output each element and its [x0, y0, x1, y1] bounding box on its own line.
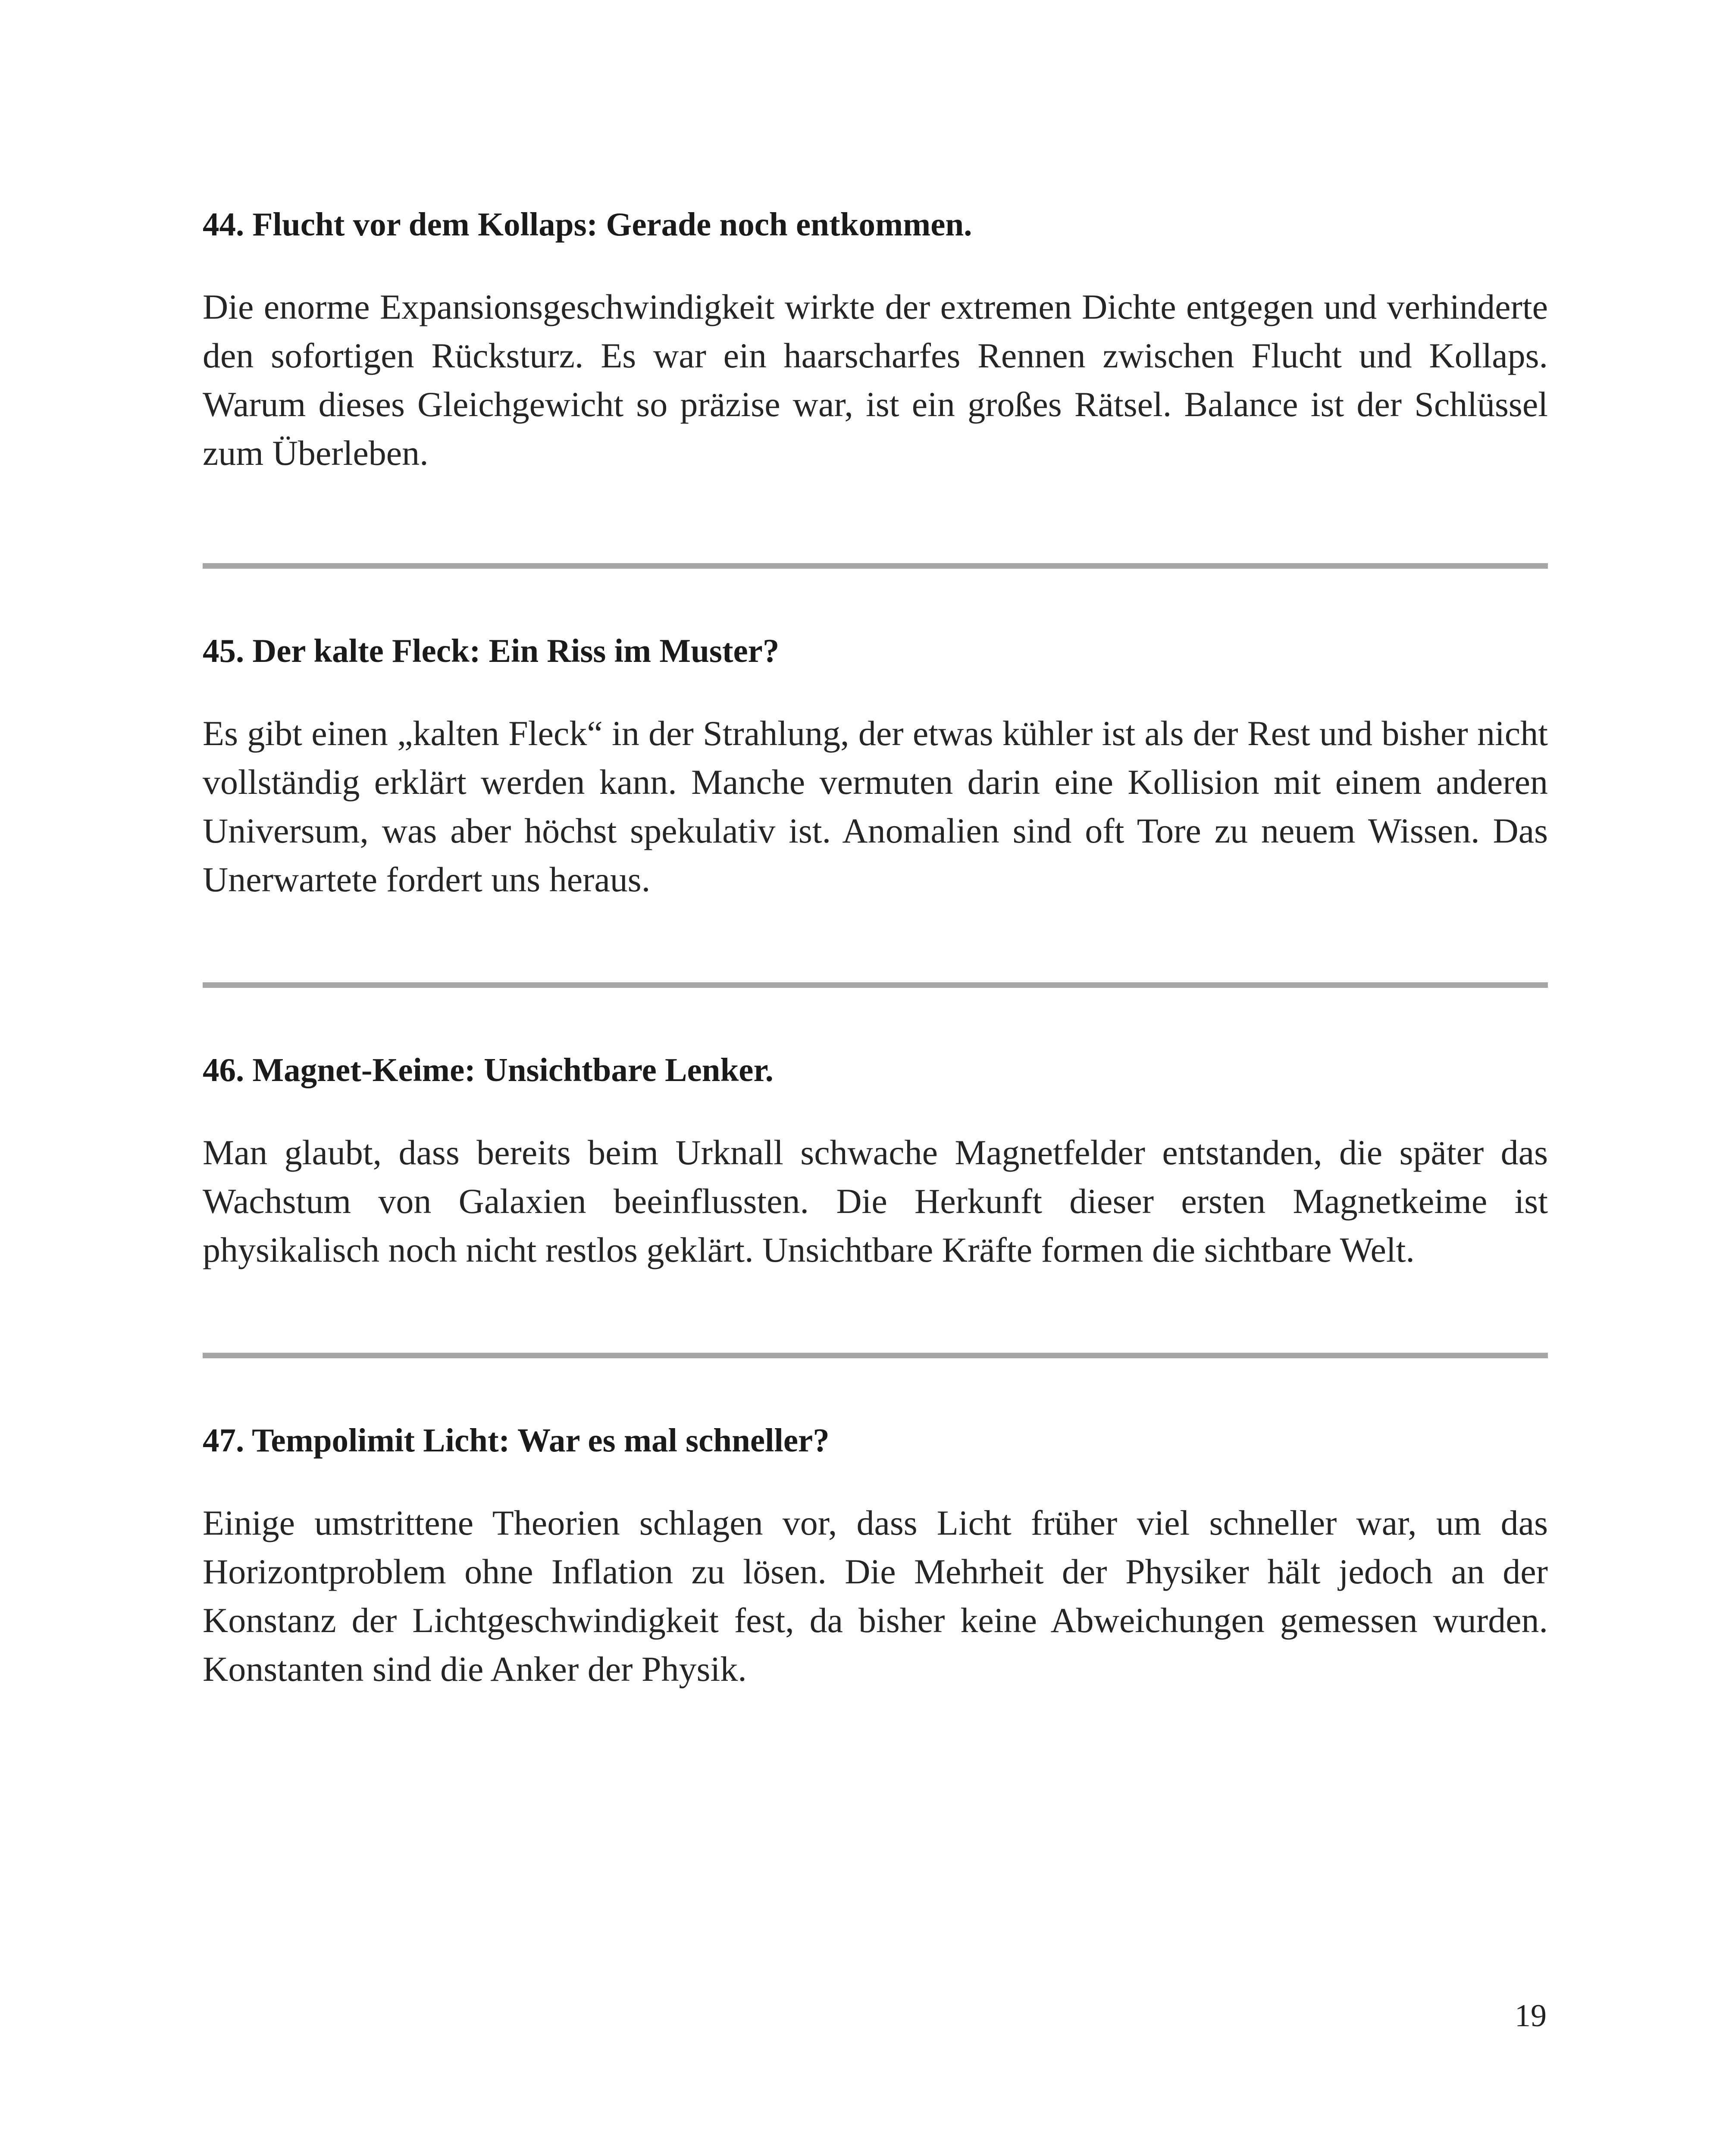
section-45 [203, 629, 1548, 904]
section-divider [203, 563, 1548, 569]
section-paragraph: Es gibt einen „kalten Fleck“ in der Strahlung, der etwas kühler ist als der Rest und bisher nicht vollständig erklärt werden kann. Manche vermuten darin eine Kollision mit einem anderen Universum, was aber höchst spekulativ ist. Anomalien sind oft Tore zu neuem Wissen. Das Unerwartete fordert uns heraus. [203, 714, 1548, 899]
section-47 [203, 1419, 1548, 1693]
section-44 [203, 203, 1548, 477]
page-content [203, 203, 1548, 1693]
section-heading: 45. Der kalte Fleck: Ein Riss im Muster? [203, 632, 780, 669]
section-paragraph: Einige umstrittene Theorien schlagen vor, dass Licht früher viel schneller war, um das Horizontproblem ohne Inflation zu lösen. Die Mehrheit der Physiker hält jedoch an der Konstanz der Lichtgeschwindigkeit fest, da bisher keine Abweichungen gemessen wurden. Konstanten sind die Anker der Physik. [203, 1503, 1548, 1689]
section-paragraph: Die enorme Expansionsgeschwindigkeit wirkte der extremen Dichte entgegen und verhinderte den sofortigen Rücksturz. Es war ein haarscharfes Rennen zwischen Flucht und Kollaps. Warum dieses Gleichgewicht so präzise war, ist ein großes Rätsel. Balance ist der Schlüssel zum Überleben. [203, 287, 1548, 473]
section-heading: 46. Magnet-Keime: Unsichtbare Lenker. [203, 1051, 774, 1088]
section-paragraph: Man glaubt, dass bereits beim Urknall schwache Magnetfelder entstanden, die später das Wachstum von Galaxien beeinflussten. Die Herkunft dieser ersten Magnetkeime ist physikalisch noch nicht restlos geklärt. Unsichtbare Kräfte formen die sichtbare Welt. [203, 1133, 1548, 1269]
section-46 [203, 1048, 1548, 1274]
section-heading: 44. Flucht vor dem Kollaps: Gerade noch entkommen. [203, 206, 972, 243]
section-divider [203, 1353, 1548, 1358]
page-number: 19 [1515, 1998, 1547, 2034]
section-divider [203, 982, 1548, 988]
section-heading: 47. Tempolimit Licht: War es mal schneller? [203, 1422, 830, 1459]
